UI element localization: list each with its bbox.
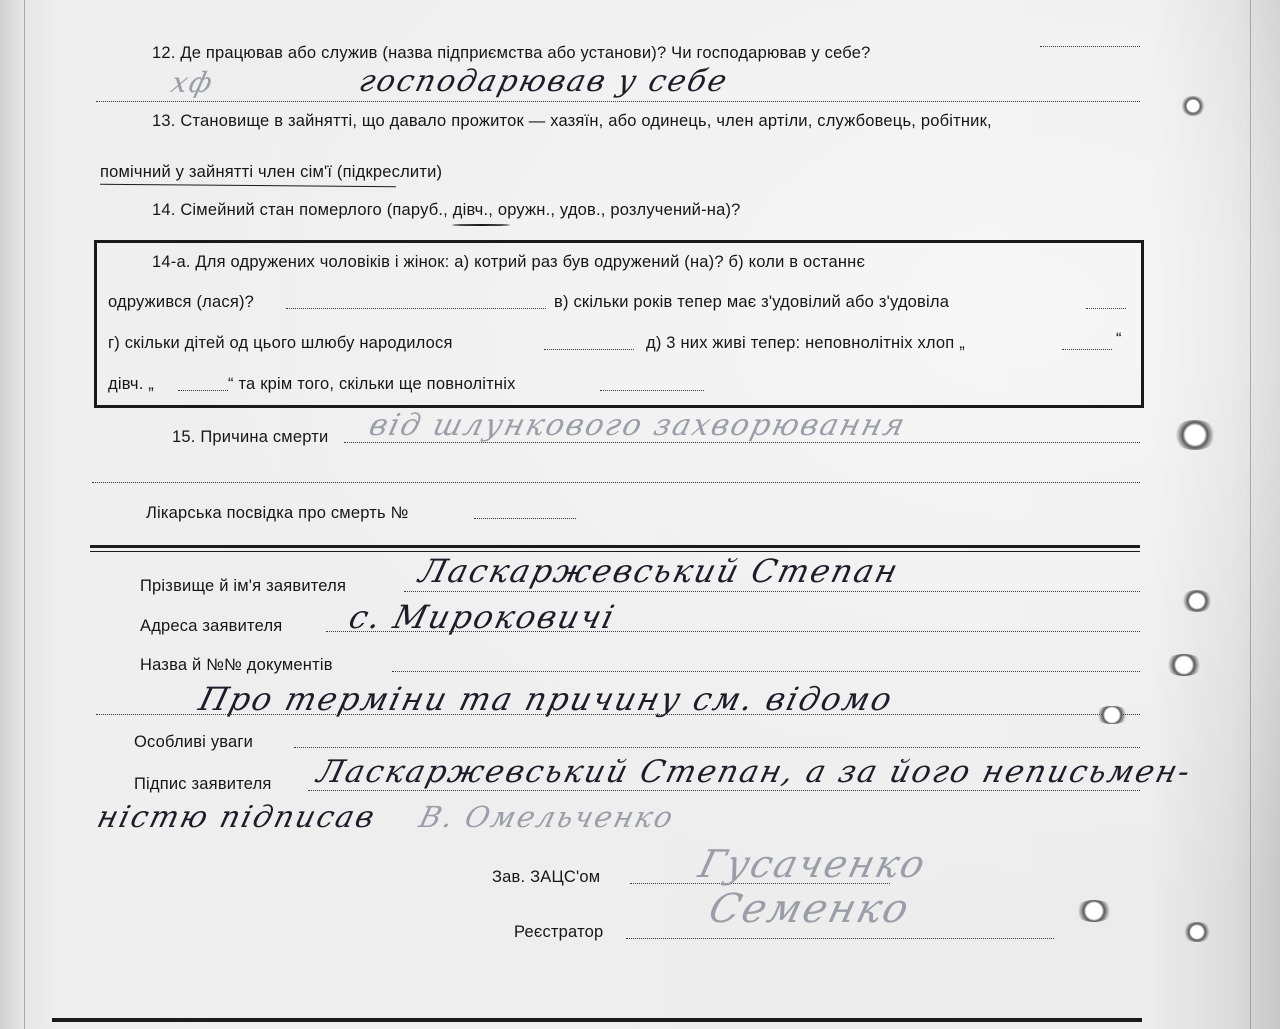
page-edge-right bbox=[1250, 0, 1251, 1029]
office-head-label: Зав. ЗАЦС'ом bbox=[492, 868, 601, 886]
applicant-docs-line2 bbox=[96, 714, 1140, 715]
q12-dotted-line bbox=[1040, 46, 1140, 47]
q13-line1: 13. Становище в зайнятті, що давало прожиток — хазяїн, або одинець, член артіли, службовець, робітник, bbox=[152, 112, 992, 130]
applicant-notes-line bbox=[294, 747, 1140, 748]
office-registrar-line bbox=[626, 938, 1054, 939]
applicant-docs-line bbox=[392, 671, 1140, 672]
section-rule-top bbox=[90, 545, 1140, 548]
applicant-name-line bbox=[404, 591, 1140, 592]
applicant-notes-label: Особливі уваги bbox=[134, 733, 254, 751]
q14a-line2-dots-1 bbox=[286, 308, 546, 309]
q12-answer-line bbox=[96, 101, 1140, 102]
q15-answer-line bbox=[344, 442, 1140, 443]
q15-answer: від шлункового захворювання bbox=[365, 408, 910, 443]
punch-hole-3 bbox=[1164, 654, 1204, 676]
q13-line2: помічний у зайнятті член сім'ї (підкреслити) bbox=[100, 163, 443, 181]
page-edge-left bbox=[24, 0, 25, 1029]
q14-label: 14. Сімейний стан померлого (паруб., дівч., оружн., удов., розлучений-на)? bbox=[152, 201, 741, 219]
q14a-line3-quote: “ bbox=[1116, 330, 1122, 348]
q15-label: 15. Причина смерти bbox=[172, 428, 329, 446]
applicant-signature-name: В. Омельченко bbox=[415, 800, 679, 834]
q14a-line3-dots-2 bbox=[1062, 349, 1112, 350]
applicant-name-value: Ласкаржевський Степан bbox=[415, 552, 904, 590]
q14a-line4-start: дівч. „ bbox=[108, 375, 154, 393]
q14a-line3-mid: д) 3 них живі тепер: неповнолітніх хлоп „ bbox=[646, 334, 965, 352]
q14a-line2-end: в) скільки років тепер має з'удовілий або з'удовіла bbox=[554, 293, 950, 311]
punch-hole-1 bbox=[1172, 420, 1218, 450]
medical-number-line bbox=[474, 518, 576, 519]
q12-mark: хф bbox=[167, 66, 218, 99]
applicant-name-label: Прізвище й ім'я заявителя bbox=[140, 577, 347, 595]
q12-answer: господарював у себе bbox=[355, 64, 733, 99]
applicant-signature-label: Підпис заявителя bbox=[134, 775, 272, 793]
q14a-line4-end: “ та крім того, скільки ще повнолітніх bbox=[228, 375, 516, 393]
punch-hole-6 bbox=[1182, 922, 1212, 942]
q13-handwritten-underline bbox=[100, 184, 396, 188]
applicant-address-value: с. Мироковичі bbox=[345, 598, 620, 636]
q14a-line2-start: одружився (лася)? bbox=[108, 293, 255, 311]
applicant-signature-value2: ністю підписав bbox=[93, 800, 380, 835]
punch-hole-5 bbox=[1074, 900, 1114, 922]
q15-extra-line bbox=[92, 482, 1140, 483]
medical-label: Лікарська посвідка про смерть № bbox=[146, 504, 409, 522]
office-registrar-signature: Семенко bbox=[704, 886, 916, 932]
q14a-line2-dots-2 bbox=[1086, 308, 1126, 309]
q14a-line4-dots-1 bbox=[178, 390, 228, 391]
office-head-signature: Гусаченко bbox=[694, 842, 932, 886]
q12-label: 12. Де працював або служив (назва підприємства або установи)? Чи господарював у себе? bbox=[152, 44, 871, 62]
q14a-line3-dots-1 bbox=[544, 349, 634, 350]
applicant-signature-value: Ласкаржевський Степан, а за його неписьмен- bbox=[313, 754, 1196, 790]
punch-hole-7 bbox=[1180, 96, 1206, 116]
applicant-address-label: Адреса заявителя bbox=[140, 617, 283, 635]
applicant-docs-label: Назва й №№ документів bbox=[140, 656, 333, 674]
q14a-line4-dots-2 bbox=[600, 390, 704, 391]
q14a-line3-start: г) скільки дітей од цього шлюбу народилося bbox=[108, 334, 453, 352]
applicant-signature-line bbox=[308, 790, 1140, 791]
office-registrar-label: Реєстратор bbox=[514, 923, 604, 941]
section-rule-bottom bbox=[52, 1018, 1142, 1022]
punch-hole-2 bbox=[1180, 590, 1214, 612]
q14-handwritten-underline bbox=[452, 224, 510, 226]
applicant-docs-value: Про терміни та причину см. відомо bbox=[195, 680, 898, 718]
punch-hole-4 bbox=[1094, 706, 1130, 724]
q14a-line1: 14-а. Для одружених чоловіків і жінок: а) котрий раз був одружений (на)? б) коли в останнє bbox=[152, 253, 866, 271]
